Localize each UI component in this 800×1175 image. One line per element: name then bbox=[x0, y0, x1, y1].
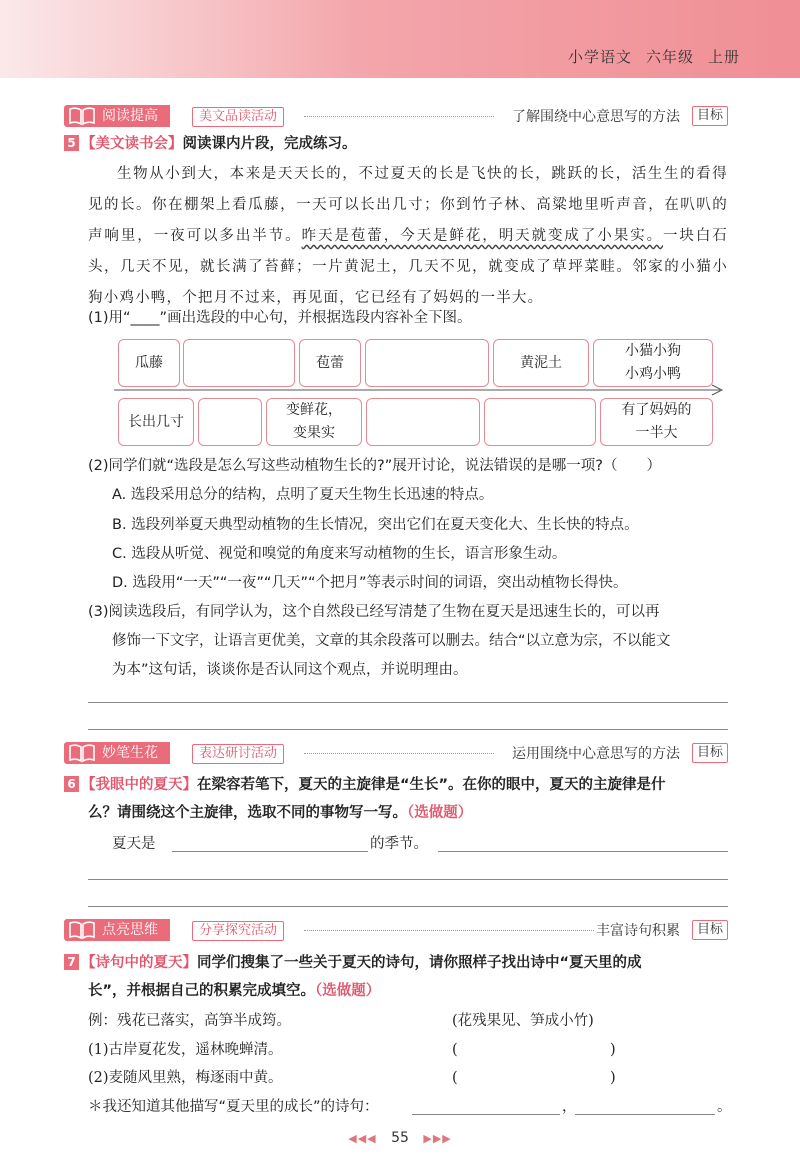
dotted-divider bbox=[304, 116, 494, 117]
answer-blank-1[interactable] bbox=[466, 1039, 606, 1061]
section-tag: 阅读提高 bbox=[64, 105, 170, 127]
goal-badge: 目标 bbox=[692, 920, 728, 940]
section-header-thinking bbox=[64, 917, 728, 943]
volume: 上册 bbox=[707, 48, 740, 66]
fill-blank[interactable] bbox=[575, 1114, 715, 1115]
fill-blank[interactable] bbox=[412, 1114, 560, 1115]
question-7-title bbox=[64, 952, 734, 974]
diagram-top-box-blank[interactable] bbox=[183, 339, 295, 387]
diagram-bottom-box: 有了妈妈的 一半大 bbox=[600, 398, 713, 446]
option-a: A. 选段采用总分的结构，点明了夏天生物生长迅速的特点。 bbox=[112, 487, 494, 503]
diagram-top-box: 黄泥土 bbox=[493, 339, 589, 387]
page-header-band bbox=[0, 0, 800, 78]
diagram-top-box: 瓜藤 bbox=[118, 339, 180, 387]
diagram-bottom-box: 变鲜花， 变果实 bbox=[266, 398, 362, 446]
section-tag: 点亮思维 bbox=[64, 919, 170, 941]
question-number: 5 bbox=[64, 135, 79, 151]
optional-tag: （选做题） bbox=[315, 983, 381, 999]
poem-2: (2)麦随风里熟，梅逐雨中黄。 bbox=[88, 1070, 283, 1086]
question-number: 7 bbox=[64, 954, 79, 970]
example-answer: (花残果见、笋成小竹) bbox=[452, 1013, 594, 1029]
section-aim: 了解围绕中心意思写的方法 bbox=[512, 109, 680, 125]
right-arrows-icon: ▶▶▶ bbox=[423, 1132, 452, 1145]
section-aim: 丰富诗句积累 bbox=[596, 923, 680, 939]
question-text: 在梁容若笔下，夏天的主旋律是“生长”。在你的眼中，夏天的主旋律是什 bbox=[197, 777, 666, 793]
paren-open: ( bbox=[452, 1042, 458, 1058]
fill-blank[interactable] bbox=[172, 851, 368, 852]
option-d: D. 选段用“一天”“一夜”“几天”“个把月”等表示时间的词语，突出动植物长得快。 bbox=[112, 575, 628, 591]
dotted-divider bbox=[304, 930, 594, 931]
subject: 小学语文 bbox=[567, 48, 632, 66]
question-6-line2: 么？请围绕这个主旋律，选取不同的事物写一写。（选做题） bbox=[88, 805, 473, 821]
section-aim: 运用围绕中心意思写的方法 bbox=[512, 746, 680, 762]
diagram-bottom-box: 长出几寸 bbox=[118, 398, 194, 446]
paren-open: ( bbox=[452, 1070, 458, 1086]
activity-tag: 表达研讨活动 bbox=[192, 744, 284, 764]
optional-tag: （选做题） bbox=[407, 805, 473, 821]
question-text: 同学们搜集了一些关于夏天的诗句，请你照样子找出诗中“夏天里的成 bbox=[197, 955, 642, 971]
option-b: B. 选段列举夏天典型动植物的生长情况，突出它们在夏天变化大、生长快的特点。 bbox=[112, 517, 639, 533]
fill-label-a: 夏天是 bbox=[112, 836, 156, 852]
question-number: 6 bbox=[64, 776, 79, 792]
fill-label-b: 的季节。 bbox=[370, 836, 428, 852]
comma: ， bbox=[562, 1099, 577, 1115]
q5-sub1: (1)用“____”画出选段的中心句，并根据选段内容补全下图。 bbox=[88, 310, 472, 326]
question-bracket: 【美文读书会】 bbox=[81, 136, 183, 152]
dotted-divider bbox=[304, 753, 494, 754]
q5-sub2: (2)同学们就“选段是怎么写这些动植物生长的?”展开讨论，说法错误的是哪一项?（ ） bbox=[88, 458, 661, 474]
diagram-top-box: 苞蕾 bbox=[299, 339, 361, 387]
grade: 六年级 bbox=[645, 48, 694, 66]
diagram-bottom-box-blank[interactable] bbox=[366, 398, 480, 446]
answer-line[interactable] bbox=[438, 851, 728, 852]
activity-tag: 美文品读活动 bbox=[192, 107, 284, 127]
question-6-title bbox=[64, 774, 734, 796]
goal-badge: 目标 bbox=[692, 106, 728, 126]
diagram-top-box-blank[interactable] bbox=[365, 339, 489, 387]
page-footer bbox=[0, 1130, 800, 1146]
open-book-icon bbox=[68, 920, 96, 940]
central-sentence-wavy: 昨天是苞蕾，今天是鲜花，明天就变成了小果实。 bbox=[301, 228, 663, 244]
question-7-line2: 长”，并根据自己的积累完成填空。（选做题） bbox=[88, 983, 381, 999]
answer-line[interactable] bbox=[88, 906, 728, 907]
question-bracket: 【我眼中的夏天】 bbox=[81, 777, 197, 793]
option-c: C. 选段从听觉、视觉和嗅觉的角度来写动植物的生长，语言形象生动。 bbox=[112, 546, 567, 562]
diagram-top-box: 小猫小狗 小鸡小鸭 bbox=[593, 339, 713, 387]
poem-1: (1)古岸夏花发，遥林晚蝉清。 bbox=[88, 1042, 283, 1058]
q5-sub3-line2: 修饰一下文字，让语言更优美，文章的其余段落可以删去。结合“以立意为宗，不以能文 bbox=[112, 633, 671, 649]
open-book-icon bbox=[68, 106, 96, 126]
diagram-bottom-box-blank[interactable] bbox=[484, 398, 596, 446]
question-bracket: 【诗句中的夏天】 bbox=[81, 955, 197, 971]
extra-prompt: ＊我还知道其他描写“夏天里的成长”的诗句： bbox=[88, 1099, 379, 1115]
open-book-icon bbox=[68, 743, 96, 763]
answer-blank-2[interactable] bbox=[466, 1067, 606, 1089]
paren-close: ) bbox=[610, 1042, 616, 1058]
goal-badge: 目标 bbox=[692, 743, 728, 763]
diagram-bottom-box-blank[interactable] bbox=[198, 398, 262, 446]
section-header-writing bbox=[64, 740, 728, 766]
answer-line[interactable] bbox=[88, 702, 728, 703]
activity-tag: 分享探究活动 bbox=[192, 921, 284, 941]
section-header-reading bbox=[64, 103, 728, 129]
left-arrows-icon: ◀◀◀ bbox=[348, 1132, 377, 1145]
example-poem: 例：残花已落实，高笋半成筠。 bbox=[88, 1013, 291, 1029]
answer-line[interactable] bbox=[88, 729, 728, 730]
reading-passage: 生物从小到大，本来是天天长的，不过夏天的长是飞快的长，跳跃的长，活生生的看得见的长。你在棚架上看瓜藤，一天可以长出几寸；你到竹子林、高粱地里听声音，在叭叭的声响里，一夜可以多出半节。昨天是苞蕾，今天是鲜花，明天就变成了小果实。一块白石头，几天不见，就长满了苔藓；一片黄泥土，几天不见，就变成了草坪菜畦。邻家的小猫小狗小鸡小鸭，个把月不过来，再见面，它已经有了妈妈的一半大。 bbox=[88, 166, 728, 306]
section-tag: 妙笔生花 bbox=[64, 742, 170, 764]
paren-close: ) bbox=[610, 1070, 616, 1086]
answer-line[interactable] bbox=[88, 879, 728, 880]
question-5-title bbox=[64, 133, 734, 155]
book-title bbox=[554, 46, 740, 67]
question-instruction: 阅读课内片段，完成练习。 bbox=[182, 136, 357, 152]
page-number: 55 bbox=[391, 1130, 409, 1146]
period: 。 bbox=[717, 1099, 732, 1115]
q5-sub3-line1: (3)阅读选段后，有同学认为，这个自然段已经写清楚了生物在夏天是迅速生长的，可以再 bbox=[88, 604, 660, 620]
q5-sub3-line3: 为本”这句话，谈谈你是否认同这个观点，并说明理由。 bbox=[112, 662, 468, 678]
